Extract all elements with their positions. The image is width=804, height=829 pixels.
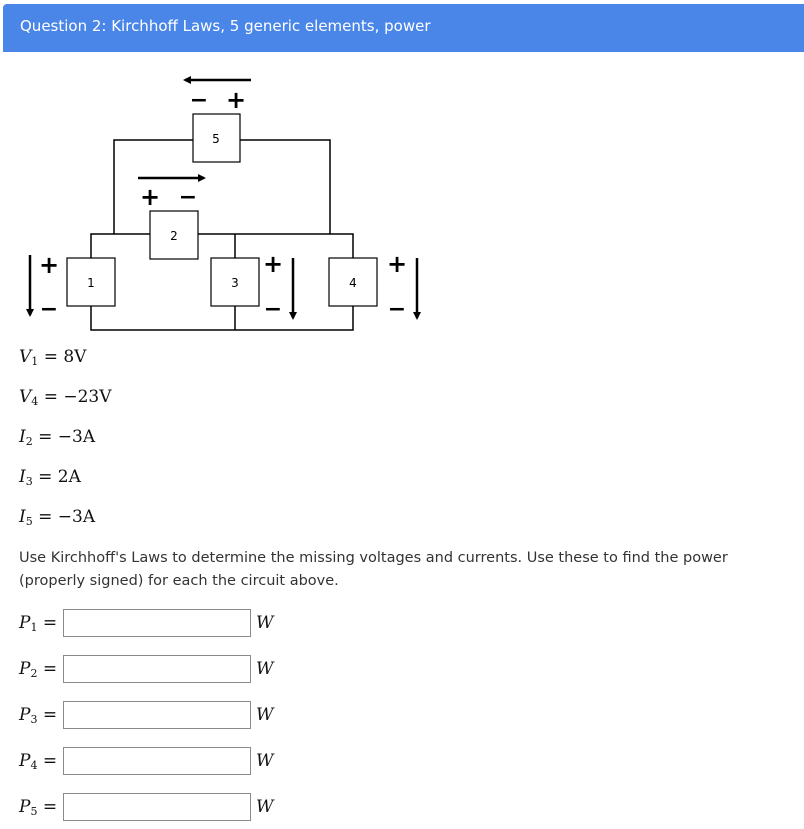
answer-row-p2 <box>19 655 319 685</box>
element-1-indicator <box>30 251 59 322</box>
plus-sign: + <box>262 250 284 278</box>
element-2 <box>150 211 198 259</box>
answer-row-p5 <box>19 793 319 823</box>
answer-row-p1 <box>19 609 319 639</box>
minus-sign: − <box>387 297 407 322</box>
unit-label: W <box>256 705 274 725</box>
answer-row-p4 <box>19 747 319 777</box>
plus-sign: + <box>38 251 60 279</box>
given-v1: $V_1 = 8V$ <box>19 347 87 368</box>
element-2-indicator <box>138 178 204 211</box>
answer-label: $P_2$ = <box>19 659 58 680</box>
plus-sign: + <box>386 250 408 278</box>
element-4-indicator <box>387 250 417 322</box>
element-5-indicator <box>185 80 251 114</box>
plus-sign: + <box>225 86 247 114</box>
answer-label: $P_5$ = <box>19 797 58 818</box>
unit-label: W <box>256 751 274 771</box>
plus-sign: + <box>139 183 161 211</box>
element-3-label: 3 <box>231 276 239 290</box>
instructions-text: Use Kirchhoff's Laws to determine the missing voltages and currents. Use these to find the power (properly signed) for each the circuit above. <box>19 550 728 589</box>
element-1 <box>67 258 115 306</box>
p2-input[interactable] <box>63 655 251 683</box>
answer-label: $P_4$ = <box>19 751 58 772</box>
minus-sign: − <box>263 297 283 322</box>
element-2-label: 2 <box>170 229 178 243</box>
given-i3: $I_3 = 2A$ <box>19 467 81 488</box>
given-i5: $I_5 = -3A$ <box>19 507 96 528</box>
element-4 <box>329 258 377 306</box>
p4-input[interactable] <box>63 747 251 775</box>
p3-input[interactable] <box>63 701 251 729</box>
element-4-label: 4 <box>349 276 357 290</box>
minus-sign: − <box>39 297 59 322</box>
p1-input[interactable] <box>63 609 251 637</box>
p5-input[interactable] <box>63 793 251 821</box>
unit-label: W <box>256 797 274 817</box>
element-5 <box>193 114 240 162</box>
answer-label: $P_1$ = <box>19 613 58 634</box>
circuit-diagram <box>0 0 804 340</box>
element-5-label: 5 <box>212 132 220 146</box>
unit-label: W <box>256 613 274 633</box>
minus-sign: − <box>189 88 209 113</box>
given-v4: $V_4 = -23V$ <box>19 387 112 408</box>
element-3 <box>211 258 259 306</box>
element-3-indicator <box>263 250 293 322</box>
given-i2: $I_2 = -3A$ <box>19 427 96 448</box>
element-1-label: 1 <box>87 276 95 290</box>
question-title: Question 2: Kirchhoff Laws, 5 generic elements, power <box>20 17 431 35</box>
answer-label: $P_3$ = <box>19 705 58 726</box>
answer-row-p3 <box>19 701 319 731</box>
minus-sign: − <box>178 185 198 210</box>
unit-label: W <box>256 659 274 679</box>
